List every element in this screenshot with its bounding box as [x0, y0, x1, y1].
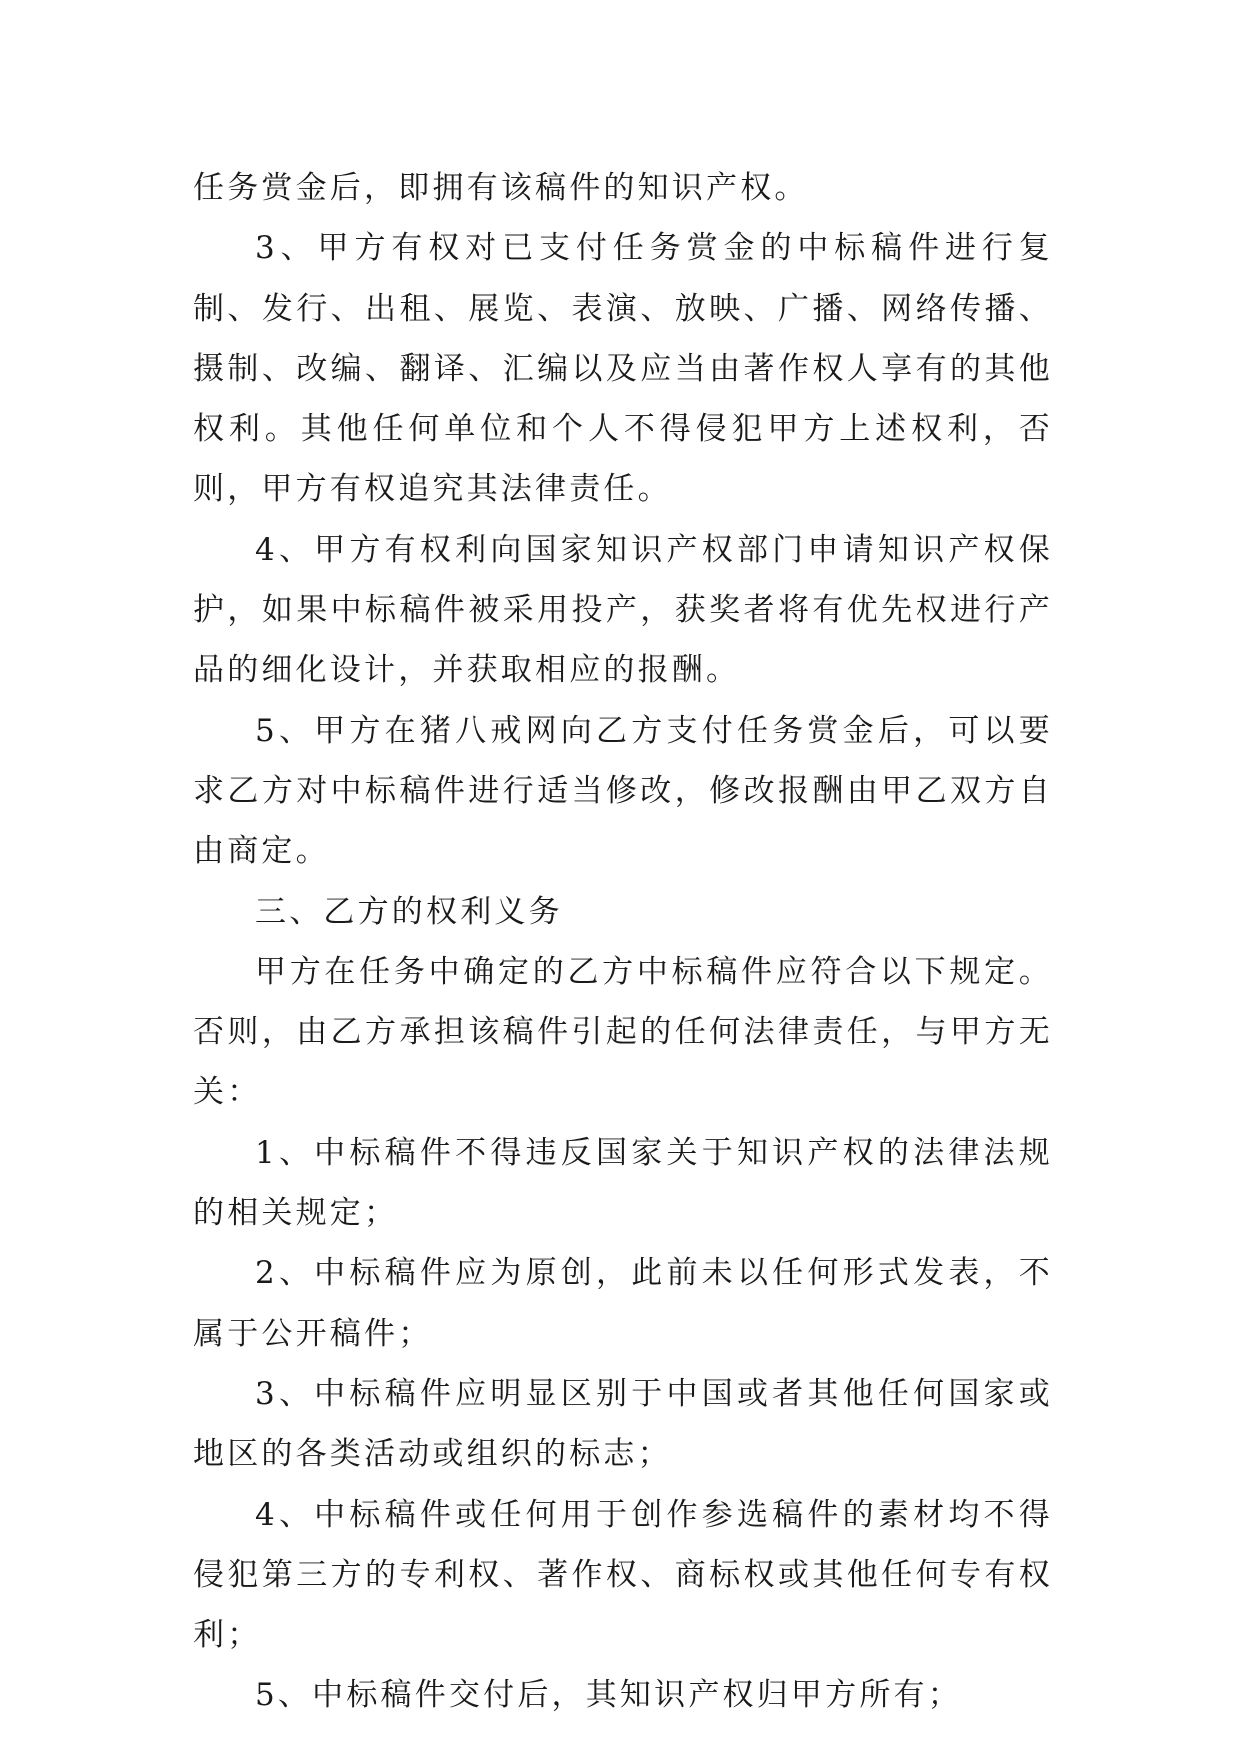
paragraph-item-2: 2、中标稿件应为原创，此前未以任何形式发表，不属于公开稿件；	[193, 1255, 1053, 1352]
document-body	[193, 158, 1053, 1726]
paragraph-item-4: 4、中标稿件或任何用于创作参选稿件的素材均不得侵犯第三方的专利权、著作权、商标权或其他任何专有权利；	[193, 1496, 1053, 1654]
section-heading: 三、乙方的权利义务	[255, 893, 563, 930]
paragraph-clause-3: 3、甲方有权对已支付任务赏金的中标稿件进行复制、发行、出租、展览、表演、放映、广播、网络传播、摄制、改编、翻译、汇编以及应当由著作权人享有的其他权利。其他任何单位和个人不得侵犯甲方上述权利，否则，甲方有权追究其法律责任。	[193, 230, 1053, 508]
paragraph-item-3: 3、中标稿件应明显区别于中国或者其他任何国家或地区的各类活动或组织的标志；	[193, 1375, 1053, 1473]
paragraph-clause-4: 4、甲方有权利向国家知识产权部门申请知识产权保护，如果中标稿件被采用投产，获奖者将有优先权进行产品的细化设计，并获取相应的报酬。	[193, 531, 1053, 689]
paragraph-clause-5: 5、甲方在猪八戒网向乙方支付任务赏金后，可以要求乙方对中标稿件进行适当修改，修改报酬由甲乙双方自由商定。	[193, 712, 1053, 870]
paragraph-item-1: 1、中标稿件不得违反国家关于知识产权的法律法规的相关规定；	[193, 1134, 1053, 1232]
paragraph-continuation: 任务赏金后，即拥有该稿件的知识产权。	[193, 170, 809, 206]
paragraph-item-5: 5、中标稿件交付后，其知识产权归甲方所有；	[255, 1677, 962, 1714]
paragraph-intro: 甲方在任务中确定的乙方中标稿件应符合以下规定。否则，由乙方承担该稿件引起的任何法律责任，与甲方无关：	[193, 953, 1053, 1111]
